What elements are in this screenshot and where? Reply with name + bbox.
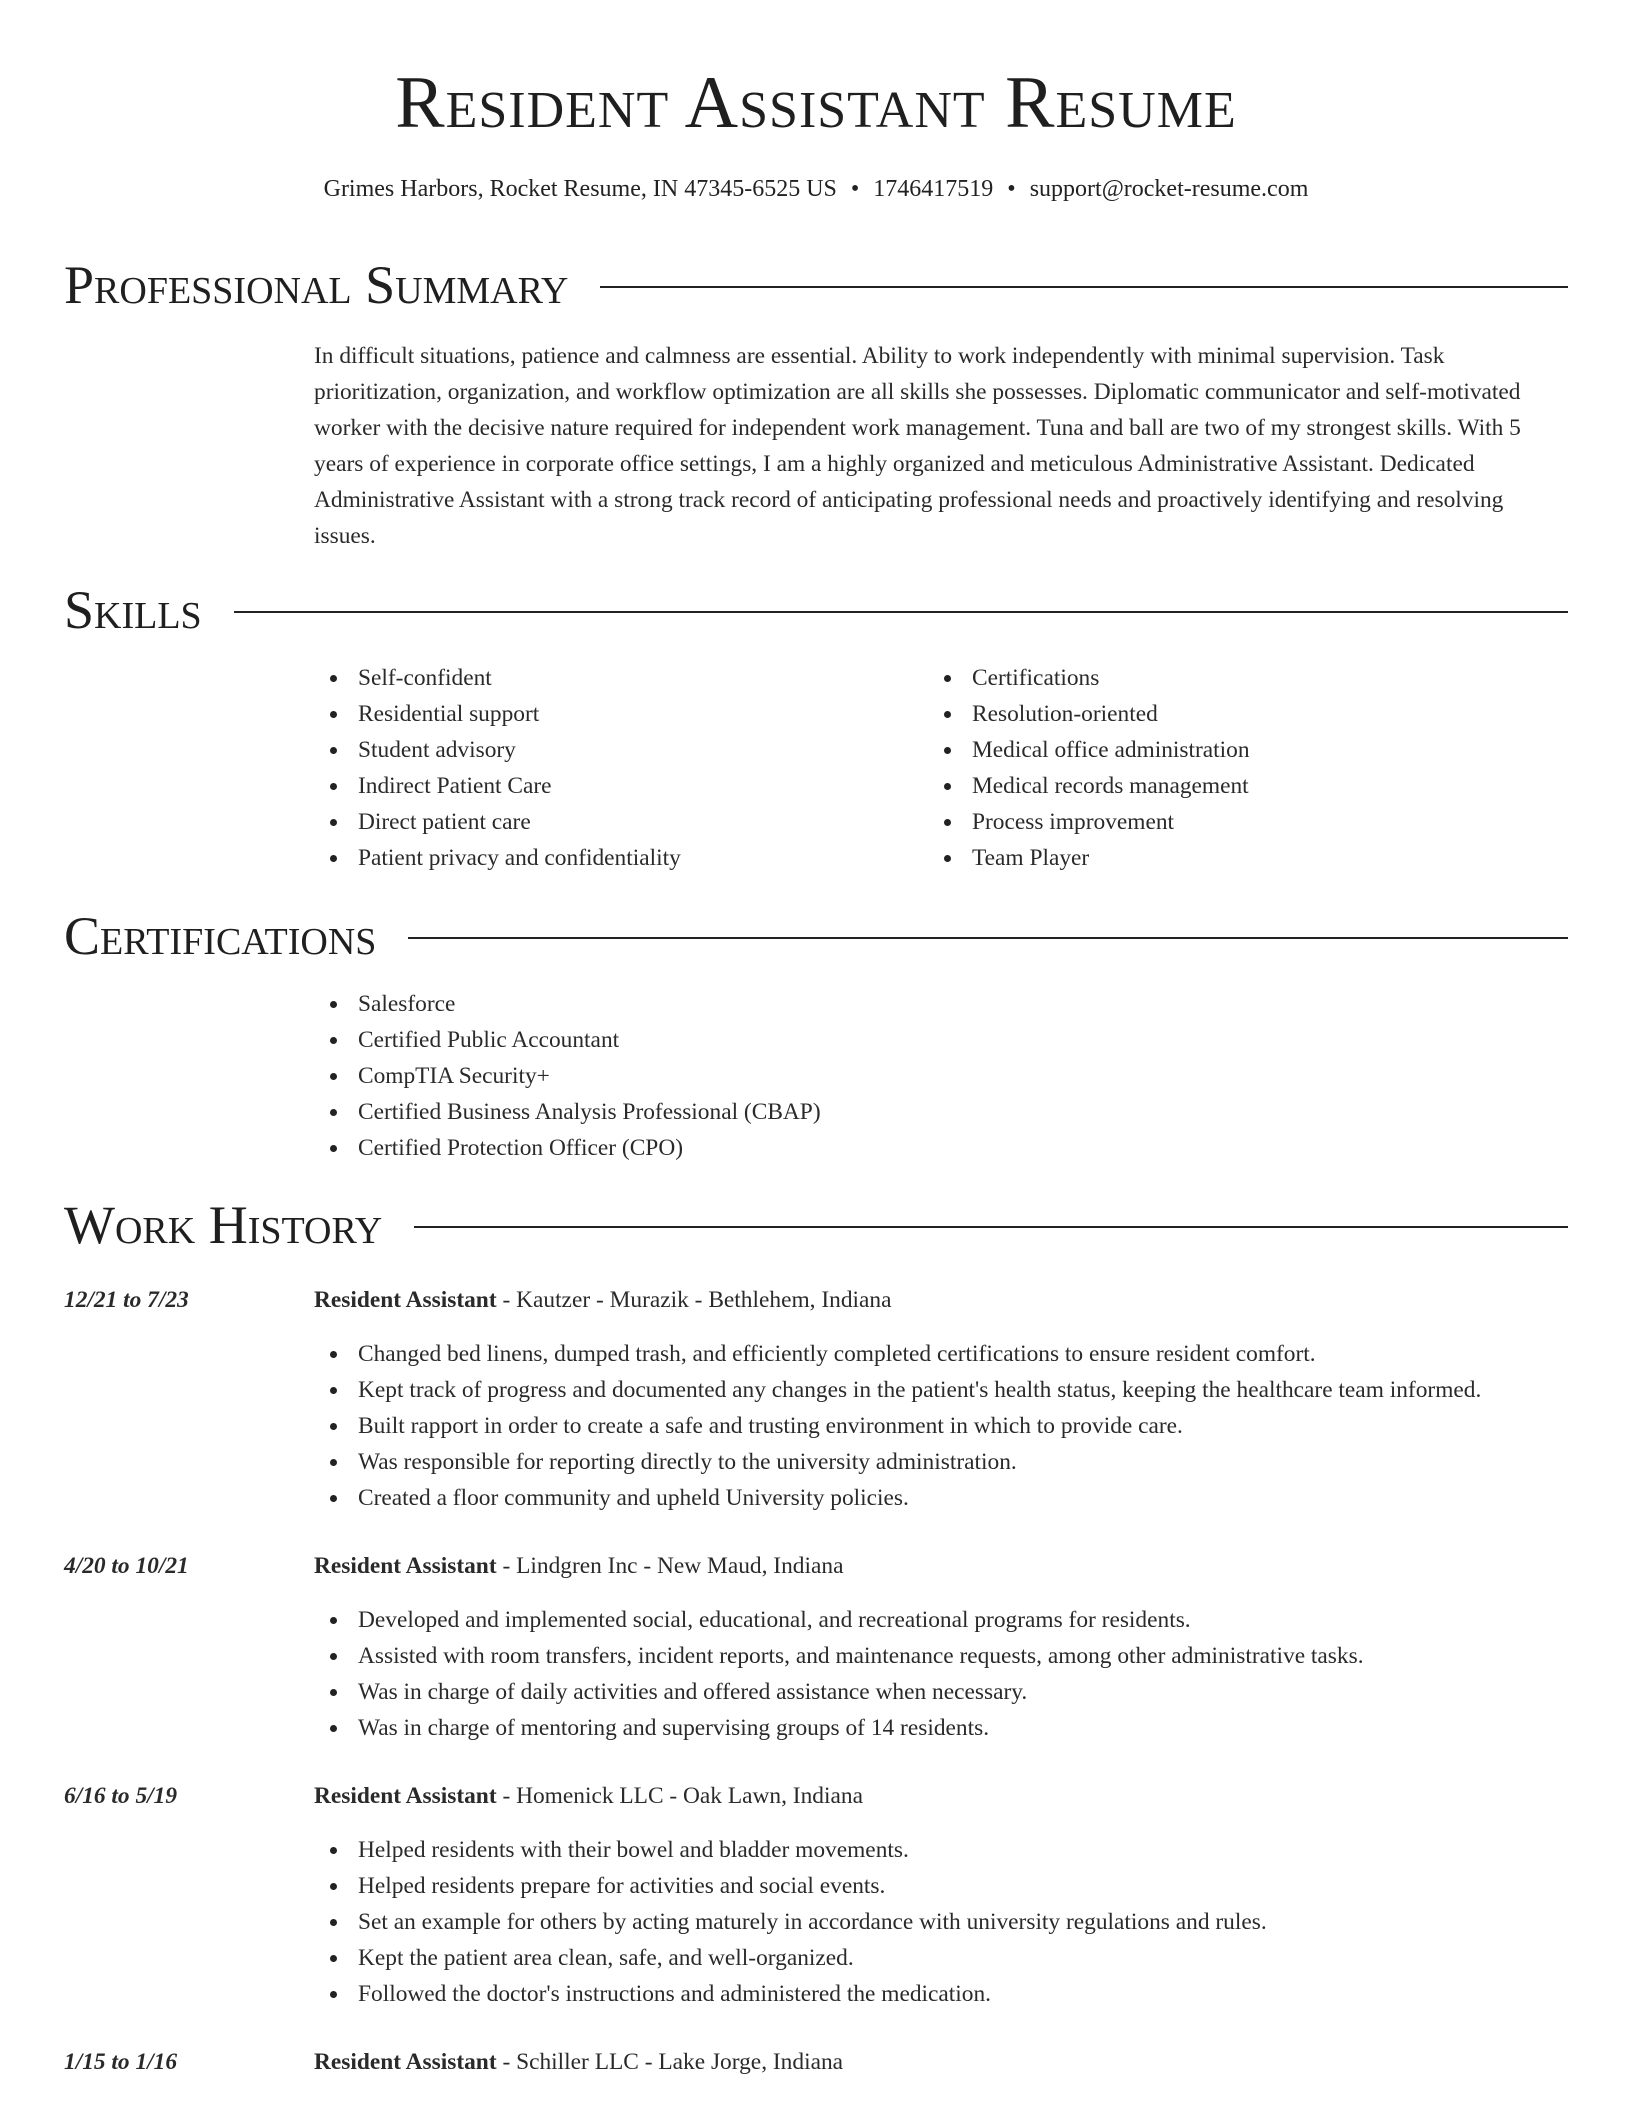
summary-section-header bbox=[64, 255, 1568, 315]
job-details: - Kautzer - Murazik - Bethlehem, Indiana bbox=[496, 1287, 892, 1313]
job-heading bbox=[314, 1778, 863, 1814]
list-item: Indirect Patient Care bbox=[314, 768, 681, 804]
summary-text: In difficult situations, patience and calmness are essential. Ability to work independently with minimal supervision. Task prioritization, organization, and workflow optimization are all skills she possesses. Diplomatic communicator and self-motivated worker with the decisive nature required for independent work management. Tuna and ball are two of my strongest skills. With 5 years of experience in corporate office settings, I am a highly organized and meticulous Administrative Assistant. Dedicated Administrative Assistant with a strong track record of anticipating professional needs and proactively identifying and resolving issues. bbox=[314, 343, 1521, 549]
list-item: Created a floor community and upheld University policies. bbox=[314, 1480, 1481, 1516]
list-item: Built rapport in order to create a safe and trusting environment in which to provide care. bbox=[314, 1408, 1481, 1444]
resume-title: Resident Assistant Resume bbox=[395, 62, 1237, 144]
section-title: Certifications bbox=[64, 906, 377, 966]
skills-list-right bbox=[928, 660, 1250, 876]
skills-section-header bbox=[64, 580, 1568, 640]
list-item: Set an example for others by acting maturely in accordance with university regulations and rules. bbox=[314, 1904, 1267, 1940]
skills-list-left bbox=[314, 660, 681, 876]
list-item: Assisted with room transfers, incident reports, and maintenance requests, among other administrative tasks. bbox=[314, 1638, 1364, 1674]
list-item: Salesforce bbox=[314, 986, 821, 1022]
job-bullets bbox=[314, 1832, 1267, 2012]
job-heading bbox=[314, 2044, 843, 2080]
list-item: Changed bed linens, dumped trash, and efficiently completed certifications to ensure resident comfort. bbox=[314, 1336, 1481, 1372]
list-item: Residential support bbox=[314, 696, 681, 732]
phone: 1746417519 bbox=[873, 176, 994, 202]
section-divider bbox=[408, 937, 1568, 939]
job-dates: 1/15 to 1/16 bbox=[64, 2049, 178, 2075]
email: support@rocket-resume.com bbox=[1029, 176, 1309, 202]
job-bullets bbox=[314, 1336, 1481, 1516]
list-item: Process improvement bbox=[928, 804, 1250, 840]
job-bullets bbox=[314, 1602, 1364, 1746]
contact-line bbox=[0, 174, 1632, 204]
list-item: Helped residents with their bowel and bladder movements. bbox=[314, 1832, 1267, 1868]
section-divider bbox=[414, 1226, 1568, 1228]
job-details: - Homenick LLC - Oak Lawn, Indiana bbox=[496, 1783, 863, 1809]
list-item: Followed the doctor's instructions and administered the medication. bbox=[314, 1976, 1267, 2012]
list-item: Student advisory bbox=[314, 732, 681, 768]
contact-separator: • bbox=[850, 176, 860, 202]
section-title: Skills bbox=[64, 580, 202, 640]
job-details: - Schiller LLC - Lake Jorge, Indiana bbox=[496, 2049, 844, 2075]
job-heading bbox=[314, 1548, 843, 1584]
list-item: CompTIA Security+ bbox=[314, 1058, 821, 1094]
list-item: Certified Public Accountant bbox=[314, 1022, 821, 1058]
list-item: Kept track of progress and documented any changes in the patient's health status, keeping the healthcare team informed. bbox=[314, 1372, 1481, 1408]
section-divider bbox=[600, 286, 1568, 288]
work-section-header bbox=[64, 1195, 1568, 1255]
list-item: Certified Protection Officer (CPO) bbox=[314, 1130, 821, 1166]
job-dates: 4/20 to 10/21 bbox=[64, 1553, 189, 1579]
job-title: Resident Assistant bbox=[314, 1287, 497, 1313]
job-heading bbox=[314, 1282, 892, 1318]
list-item: Medical office administration bbox=[928, 732, 1250, 768]
list-item: Was responsible for reporting directly to the university administration. bbox=[314, 1444, 1481, 1480]
list-item: Direct patient care bbox=[314, 804, 681, 840]
certifications-section-header bbox=[64, 906, 1568, 966]
list-item: Helped residents prepare for activities and social events. bbox=[314, 1868, 1267, 1904]
job-dates: 12/21 to 7/23 bbox=[64, 1287, 189, 1313]
contact-separator: • bbox=[1007, 176, 1016, 202]
job-details: - Lindgren Inc - New Maud, Indiana bbox=[496, 1553, 844, 1579]
section-title: Professional Summary bbox=[64, 255, 569, 315]
section-divider bbox=[234, 611, 1568, 613]
list-item: Certified Business Analysis Professional (CBAP) bbox=[314, 1094, 821, 1130]
list-item: Medical records management bbox=[928, 768, 1250, 804]
list-item: Self-confident bbox=[314, 660, 681, 696]
job-title: Resident Assistant bbox=[314, 2049, 497, 2075]
list-item: Was in charge of mentoring and supervising groups of 14 residents. bbox=[314, 1710, 1364, 1746]
job-title: Resident Assistant bbox=[314, 1783, 497, 1809]
job-dates: 6/16 to 5/19 bbox=[64, 1783, 178, 1809]
list-item: Resolution-oriented bbox=[928, 696, 1250, 732]
list-item: Certifications bbox=[928, 660, 1250, 696]
list-item: Developed and implemented social, educational, and recreational programs for residents. bbox=[314, 1602, 1364, 1638]
job-title: Resident Assistant bbox=[314, 1553, 497, 1579]
address: Grimes Harbors, Rocket Resume, IN 47345-6525 US bbox=[323, 176, 837, 202]
list-item: Was in charge of daily activities and offered assistance when necessary. bbox=[314, 1674, 1364, 1710]
list-item: Kept the patient area clean, safe, and well-organized. bbox=[314, 1940, 1267, 1976]
section-title: Work History bbox=[64, 1195, 383, 1255]
certifications-list bbox=[314, 986, 821, 1166]
list-item: Team Player bbox=[928, 840, 1250, 876]
list-item: Patient privacy and confidentiality bbox=[314, 840, 681, 876]
